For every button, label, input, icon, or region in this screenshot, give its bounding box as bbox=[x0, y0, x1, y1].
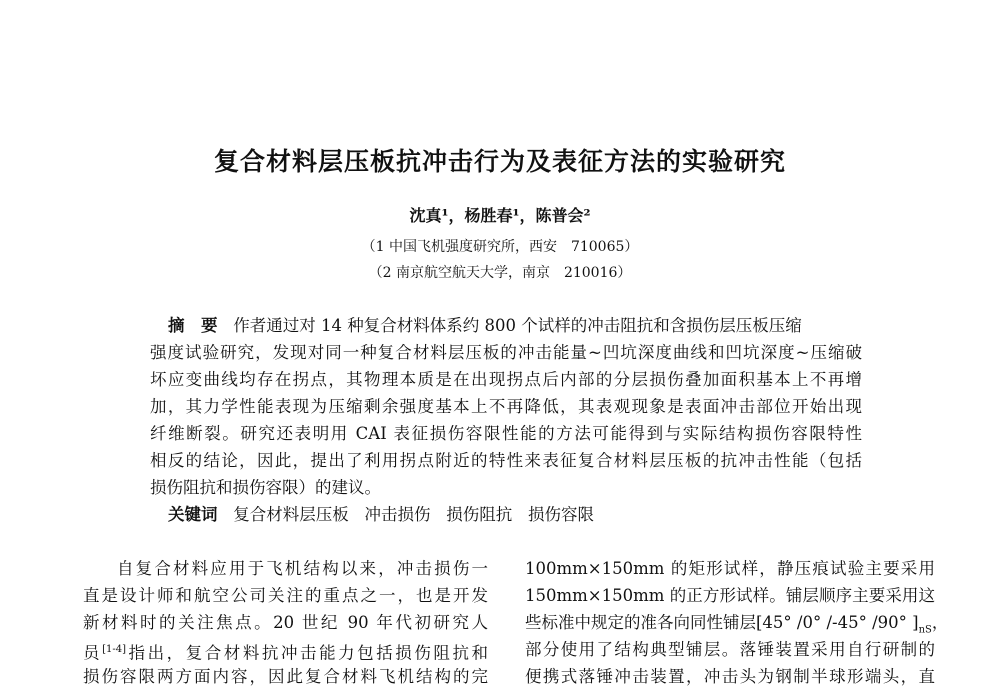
paper-title: 复合材料层压板抗冲击行为及表征方法的实验研究 bbox=[213, 147, 786, 176]
body-line: 些标准中规定的准各向同性铺层[45° /0° /-45° /90° ]$_{nS}$， bbox=[525, 613, 949, 636]
affiliation-1: （1 中国飞机强度研究所，西安 710065） bbox=[361, 239, 639, 255]
abstract-line: 损伤阻抗和损伤容限）的建议。 bbox=[150, 478, 381, 497]
abstract-line: 相反的结论，因此，提出了利用拐点附近的特性来表征复合材料层压板的抗冲击性能（包括 bbox=[150, 451, 862, 470]
body-line: 自复合材料应用于飞机结构以来，冲击损伤一 bbox=[117, 559, 488, 578]
authors: 沈真¹，杨胜春¹，陈普会² bbox=[409, 206, 591, 225]
keywords-label: 关键词 bbox=[168, 505, 218, 524]
body-line: 新材料时的关注焦点。20 世纪 90 年代初研究人 bbox=[83, 613, 488, 632]
keywords: 关键词 复合材料层压板 冲击损伤 损伤阻抗 损伤容限 bbox=[168, 505, 594, 524]
body-line: 部分使用了结构典型铺层。落锤装置采用自行研制的 bbox=[525, 640, 935, 659]
abstract-line: 强度试验研究，发现对同一种复合材料层压板的冲击能量~凹坑深度曲线和凹坑深度~压缩破 bbox=[150, 343, 862, 362]
abstract-line: 摘 要 作者通过对 14 种复合材料体系约 800 个试样的冲击阻抗和含损伤层压板压缩 bbox=[168, 316, 802, 335]
body-line: 150mm×150mm 的正方形试样。铺层顺序主要采用这 bbox=[525, 586, 935, 605]
citation: [1-4] bbox=[102, 644, 126, 655]
abstract-line: 纤维断裂。研究还表明用 CAI 表征损伤容限性能的方法可能得到与实际结构损伤容限特性 bbox=[150, 424, 862, 443]
abstract-label: 摘 要 bbox=[168, 316, 218, 335]
body-line: 直是设计师和航空公司关注的重点之一，也是开发 bbox=[83, 586, 488, 605]
body-line: 损伤容限两方面内容，因此复合材料飞机结构的完 bbox=[83, 667, 488, 686]
affiliation-2: （2 南京航空航天大学，南京 210016） bbox=[368, 265, 632, 281]
body-line: 100mm×150mm 的矩形试样，静压痕试验主要采用 bbox=[525, 559, 935, 578]
body-line: 便携式落锤冲击装置，冲击头为钢制半球形端头，直 bbox=[525, 667, 935, 686]
body-line: 员[1-4]指出，复合材料抗冲击能力包括损伤阻抗和 bbox=[83, 643, 489, 663]
abstract-line: 坏应变曲线均存在拐点，其物理本质是在出现拐点后内部的分层损伤叠加面积基本上不再增 bbox=[150, 370, 862, 389]
abstract-line: 加，其力学性能表现为压缩剩余强度基本上不再降低，其表观现象是表面冲击部位开始出现 bbox=[150, 397, 862, 416]
